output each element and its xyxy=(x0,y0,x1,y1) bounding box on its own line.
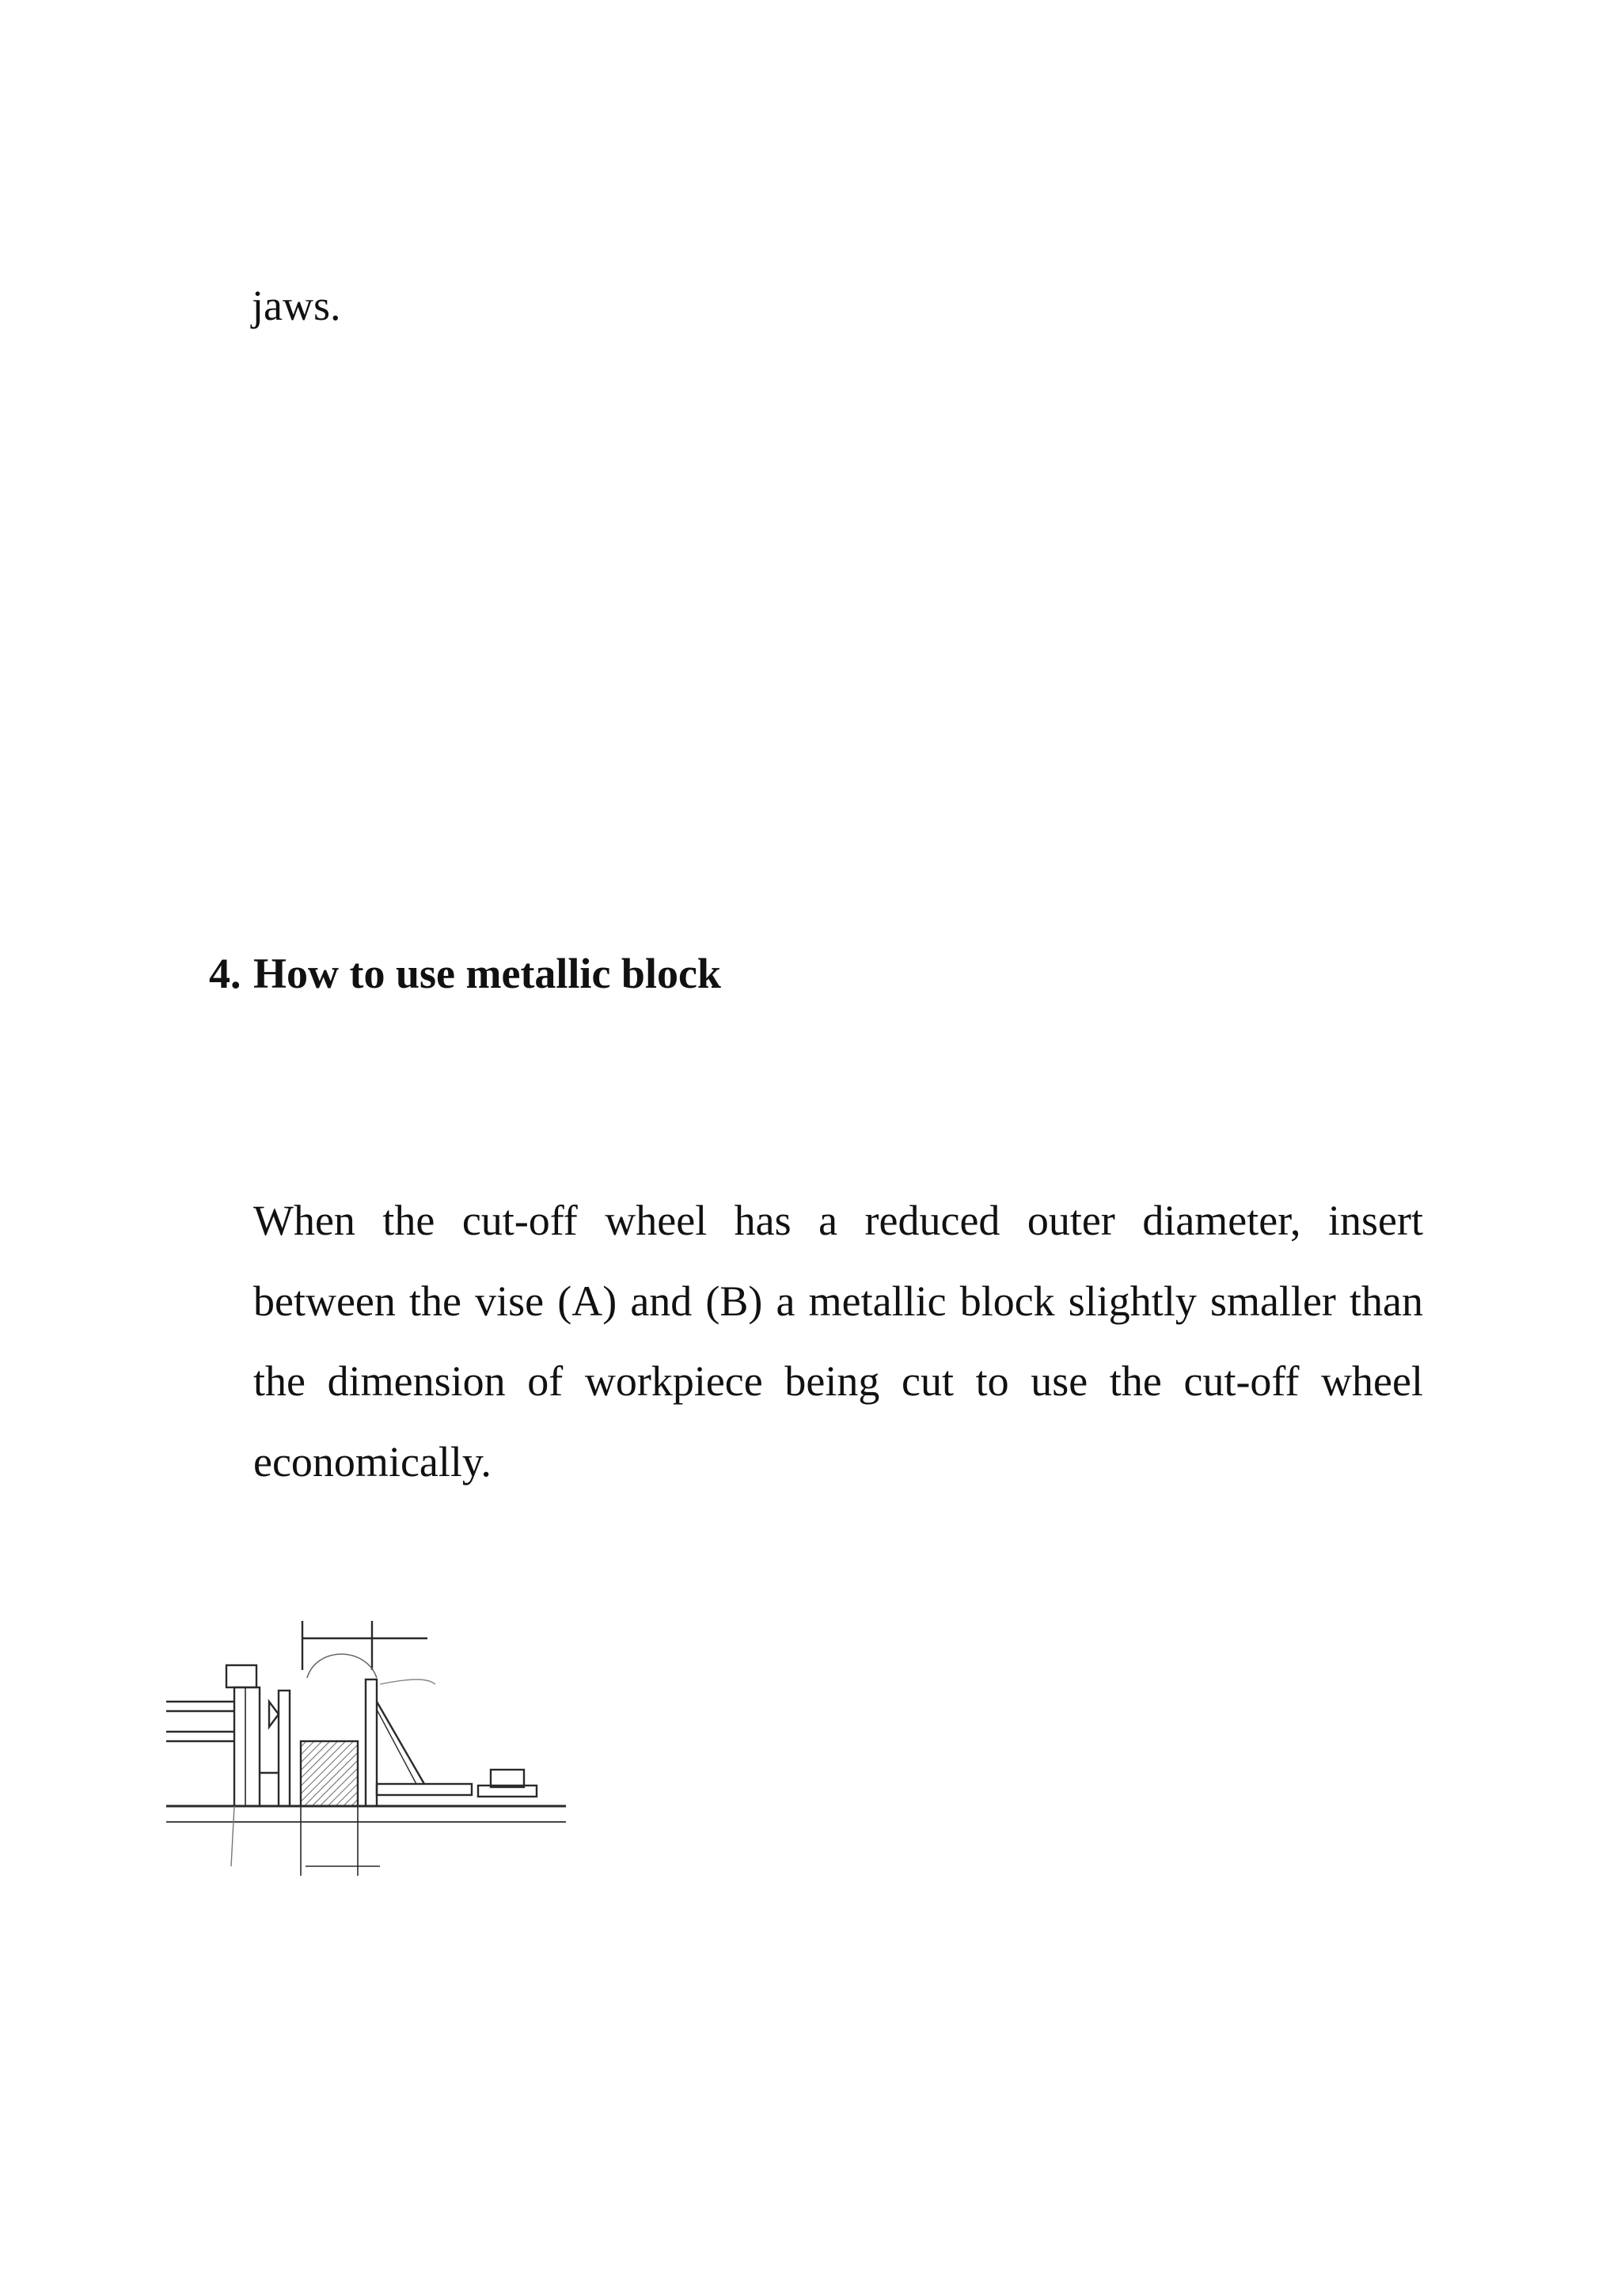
section-title: How to use metallic block xyxy=(253,950,721,997)
vise-b-base xyxy=(377,1784,472,1795)
vise-b-jaw xyxy=(366,1679,377,1806)
section-heading xyxy=(209,947,721,1000)
metallic-block xyxy=(301,1741,358,1806)
vise-b-gusset xyxy=(377,1702,424,1784)
vise-diagram-icon xyxy=(158,1615,570,1884)
continued-text-line: jaws. xyxy=(252,282,341,329)
vise-a-jaw xyxy=(279,1691,290,1806)
vise-metallic-block-diagram xyxy=(158,1615,570,1884)
wheel-outline xyxy=(307,1654,377,1678)
vise-a-body xyxy=(234,1687,260,1806)
section-number: 4. xyxy=(209,950,241,997)
bolt-head-right xyxy=(491,1770,524,1787)
bolt-head-left xyxy=(226,1665,256,1687)
instruction-paragraph: When the cut-off wheel has a reduced outer diameter, insert between the vise (A) and (B) a metallic block slightly smaller than the dimension of workpiece being cut to use the cut-off wheel economically. xyxy=(253,1197,1423,1486)
wheel-arc-hint xyxy=(380,1679,435,1684)
jaw-pivot xyxy=(269,1702,279,1727)
